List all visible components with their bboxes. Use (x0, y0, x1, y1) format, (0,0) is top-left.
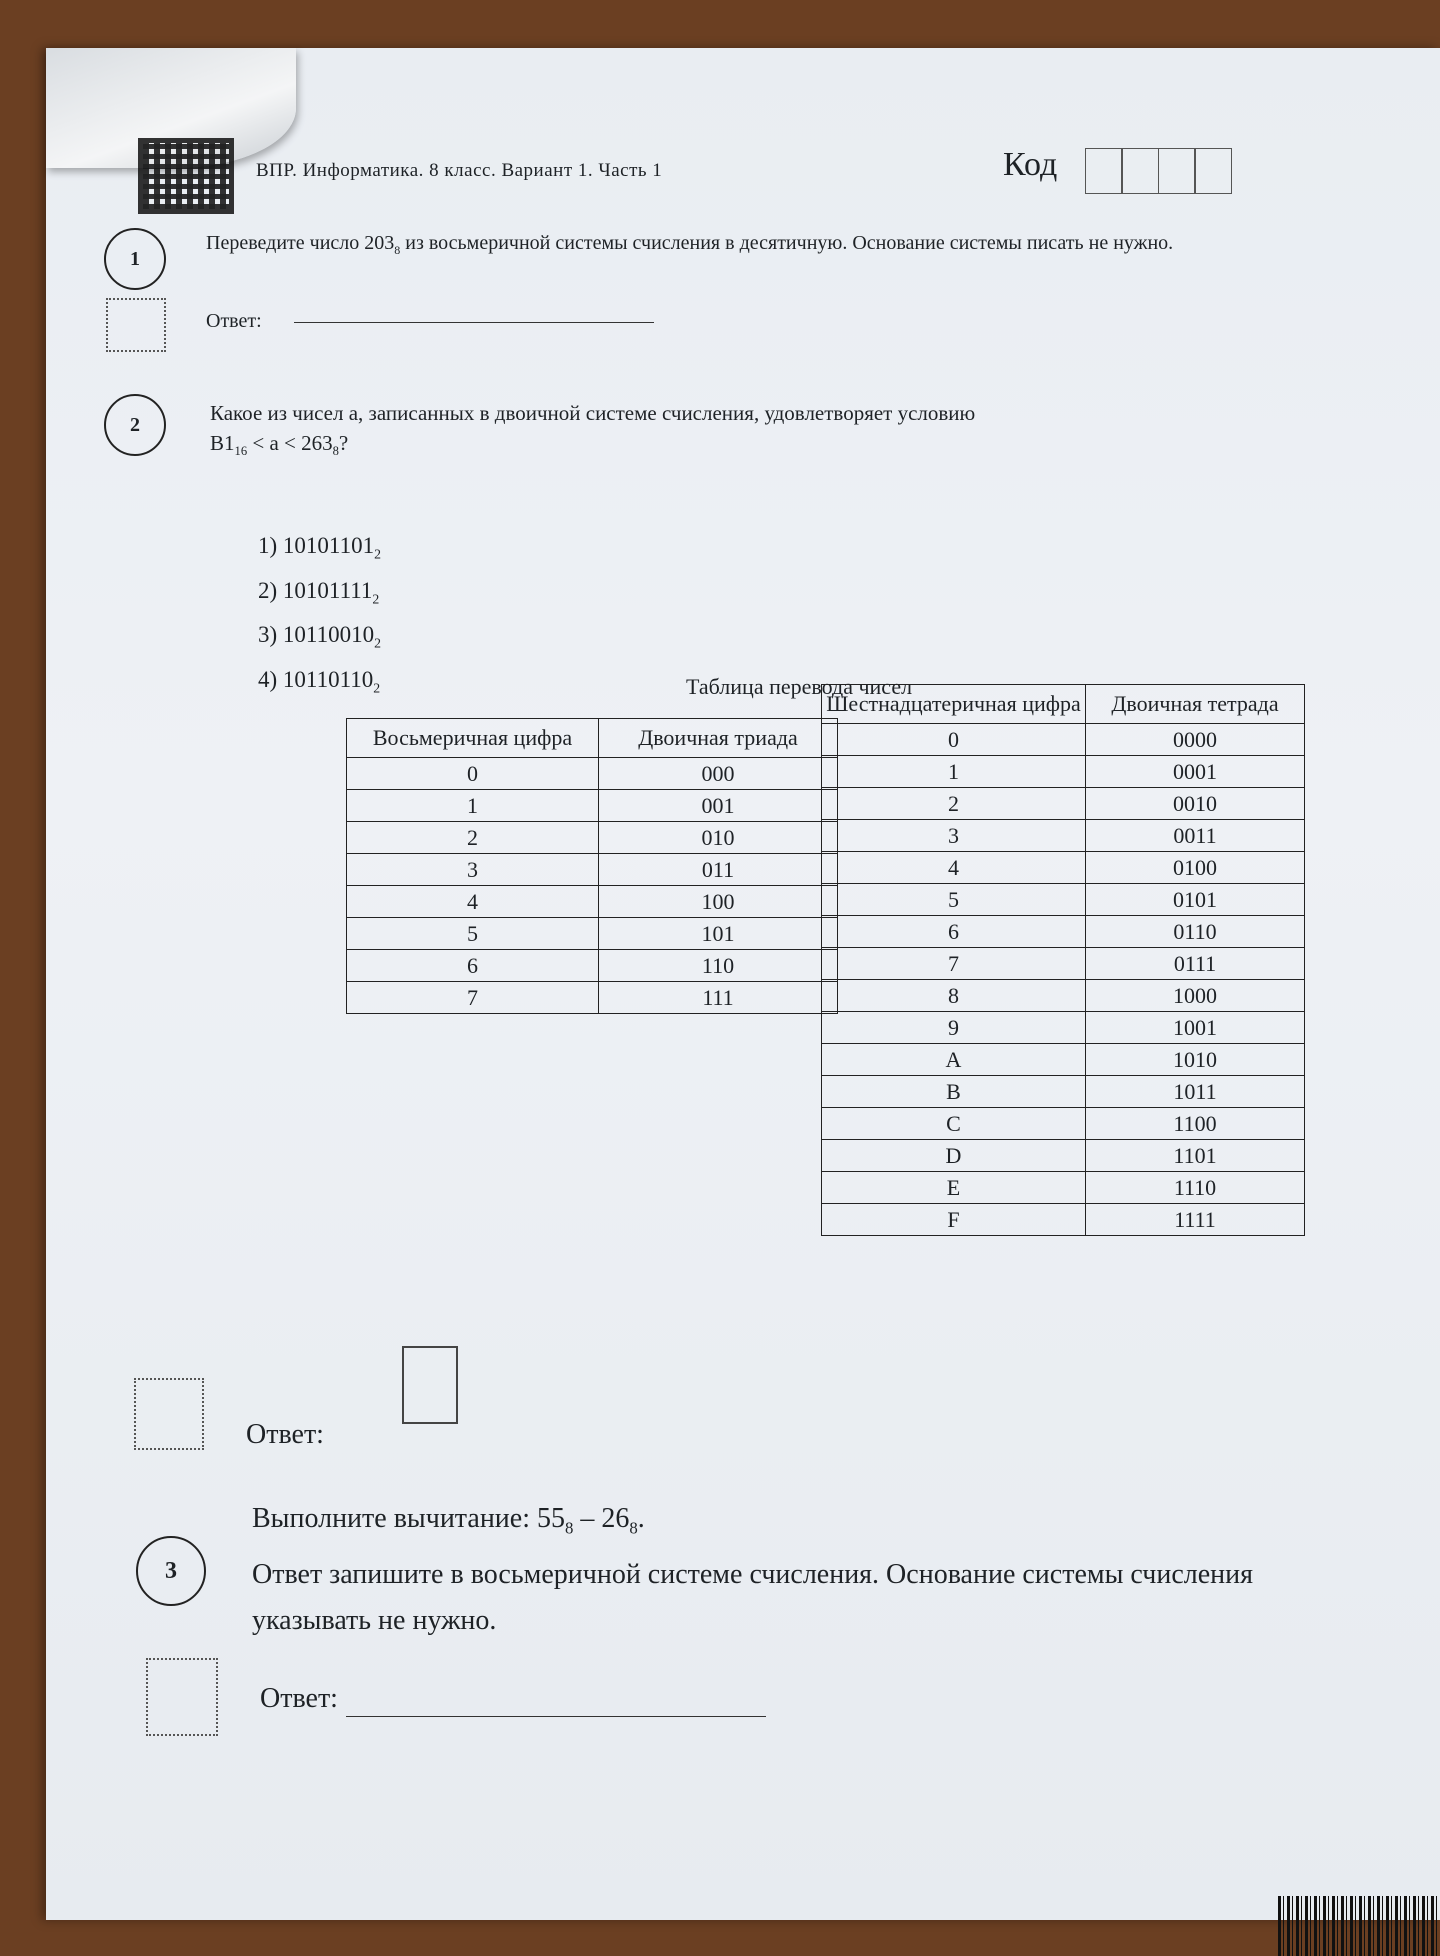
task2-answer-label: Ответ: (246, 1419, 324, 1450)
table-cell: 1111 (1086, 1204, 1305, 1236)
table-row (347, 822, 838, 854)
table-cell: 7 (822, 948, 1086, 980)
table-cell: 1101 (1086, 1140, 1305, 1172)
table-cell: 101 (599, 918, 838, 950)
table-cell: 0000 (1086, 724, 1305, 756)
exam-page (46, 48, 1440, 1920)
table-cell: 1100 (1086, 1108, 1305, 1140)
score-box-1[interactable] (106, 298, 166, 352)
table-row (347, 758, 838, 790)
table-row (347, 982, 838, 1014)
code-box[interactable] (1121, 148, 1159, 194)
table-row (822, 1204, 1305, 1236)
table-cell: 2 (822, 788, 1086, 820)
task3-text: Выполните вычитание: $55_8 - 26_8$. Ответ запишите в восьмеричной системе счисления. Основание системы счисления указывать не нужно. (252, 1503, 1254, 1636)
table-cell: 0111 (1086, 948, 1305, 980)
octal-binary-table (346, 718, 838, 1014)
hex-table-body (822, 724, 1305, 1236)
table-cell: 1011 (1086, 1076, 1305, 1108)
table-row (347, 790, 838, 822)
table-cell: 8 (822, 980, 1086, 1012)
table-cell: 0110 (1086, 916, 1305, 948)
table-cell: 111 (599, 982, 838, 1014)
table-row (822, 1108, 1305, 1140)
table-row (822, 852, 1305, 884)
table-cell: 3 (822, 820, 1086, 852)
table-cell: 110 (599, 950, 838, 982)
table-cell: 0 (347, 758, 599, 790)
table-row (822, 1076, 1305, 1108)
task1-answer-label: Ответ: (206, 310, 262, 332)
table-cell: 0011 (1086, 820, 1305, 852)
table-row (822, 820, 1305, 852)
table-row (822, 980, 1305, 1012)
table-row (822, 1044, 1305, 1076)
table-cell: 4 (347, 886, 599, 918)
task2-question: Какое из чисел a, записанных в двоичной системе счисления, удовлетворяет условию $B1_{16} < a < 263_8$? (210, 401, 976, 459)
score-box-2[interactable] (134, 1378, 204, 1450)
table-cell: 3 (347, 854, 599, 886)
table-cell: 0 (822, 724, 1086, 756)
option-2[interactable]: 2) $10101111_2$ (258, 577, 380, 607)
page-header-title: ВПР. Информатика. 8 класс. Вариант 1. Часть 1 (256, 160, 663, 181)
table-cell: 1 (822, 756, 1086, 788)
table-cell: 1000 (1086, 980, 1305, 1012)
table-row (822, 884, 1305, 916)
option-1[interactable]: 1) $10101101_2$ (258, 533, 381, 562)
table-row (822, 788, 1305, 820)
code-label: Код (1003, 146, 1058, 183)
table-cell: 1110 (1086, 1172, 1305, 1204)
hex-binary-table (821, 684, 1305, 1236)
barcode (1278, 1896, 1440, 1956)
table-row (347, 950, 838, 982)
table-cell: 011 (599, 854, 838, 886)
table-row (347, 918, 838, 950)
option-4[interactable]: 4) $10110110_2$ (258, 666, 381, 696)
table-row (822, 724, 1305, 756)
table-cell: C (822, 1108, 1086, 1140)
table-row (822, 1012, 1305, 1044)
code-box[interactable] (1158, 148, 1196, 194)
table-cell: 5 (822, 884, 1086, 916)
table-cell: A (822, 1044, 1086, 1076)
table-cell: E (822, 1172, 1086, 1204)
task3-answer-line[interactable] (346, 1716, 766, 1717)
table-cell: 2 (347, 822, 599, 854)
table-cell: 6 (822, 916, 1086, 948)
code-box[interactable] (1194, 148, 1232, 194)
table-row (822, 1140, 1305, 1172)
task2-answer-box[interactable] (402, 1346, 458, 1424)
table-cell: 1001 (1086, 1012, 1305, 1044)
table-header: Двоичная тетрада (1086, 685, 1305, 724)
table-cell: 010 (599, 822, 838, 854)
table-header: Двоичная триада (599, 719, 838, 758)
task2-options (258, 528, 381, 706)
task-number-1: 1 (104, 228, 166, 290)
task1-text: Переведите число $203_8$ из восьмеричной системы счисления в десятичную. Основание системы писать не нужно. (206, 232, 1174, 257)
table-cell: 100 (599, 886, 838, 918)
task1-answer-line[interactable] (294, 322, 654, 323)
table-caption: Таблица перевода чисел (686, 674, 913, 699)
table-cell: 9 (822, 1012, 1086, 1044)
table-header: Шестнадцатеричная цифра (822, 685, 1086, 724)
table-cell: 0001 (1086, 756, 1305, 788)
table-row (822, 916, 1305, 948)
table-cell: 4 (822, 852, 1086, 884)
table-cell: 000 (599, 758, 838, 790)
table-cell: F (822, 1204, 1086, 1236)
table-row (347, 886, 838, 918)
option-3[interactable]: 3) $10110010_2$ (258, 622, 381, 651)
task3-answer-label: Ответ: (260, 1683, 338, 1714)
table-cell: 0101 (1086, 884, 1305, 916)
task-number-2: 2 (104, 394, 166, 456)
table-cell: 001 (599, 790, 838, 822)
table-row (822, 756, 1305, 788)
code-box[interactable] (1085, 148, 1123, 194)
table-row (822, 1172, 1305, 1204)
table-cell: 1010 (1086, 1044, 1305, 1076)
table-row (822, 948, 1305, 980)
table-cell: 0100 (1086, 852, 1305, 884)
table-header: Восьмеричная цифра (347, 719, 599, 758)
code-boxes[interactable] (1086, 148, 1232, 194)
table-cell: 1 (347, 790, 599, 822)
table-cell: 7 (347, 982, 599, 1014)
table-row (347, 854, 838, 886)
table-cell: 6 (347, 950, 599, 982)
table-cell: B (822, 1076, 1086, 1108)
score-box-3[interactable] (146, 1658, 218, 1736)
table-cell: 5 (347, 918, 599, 950)
task-number-3: 3 (136, 1536, 206, 1606)
table-cell: 0010 (1086, 788, 1305, 820)
octal-table-body (347, 758, 838, 1014)
qr-code (138, 138, 234, 214)
table-cell: D (822, 1140, 1086, 1172)
